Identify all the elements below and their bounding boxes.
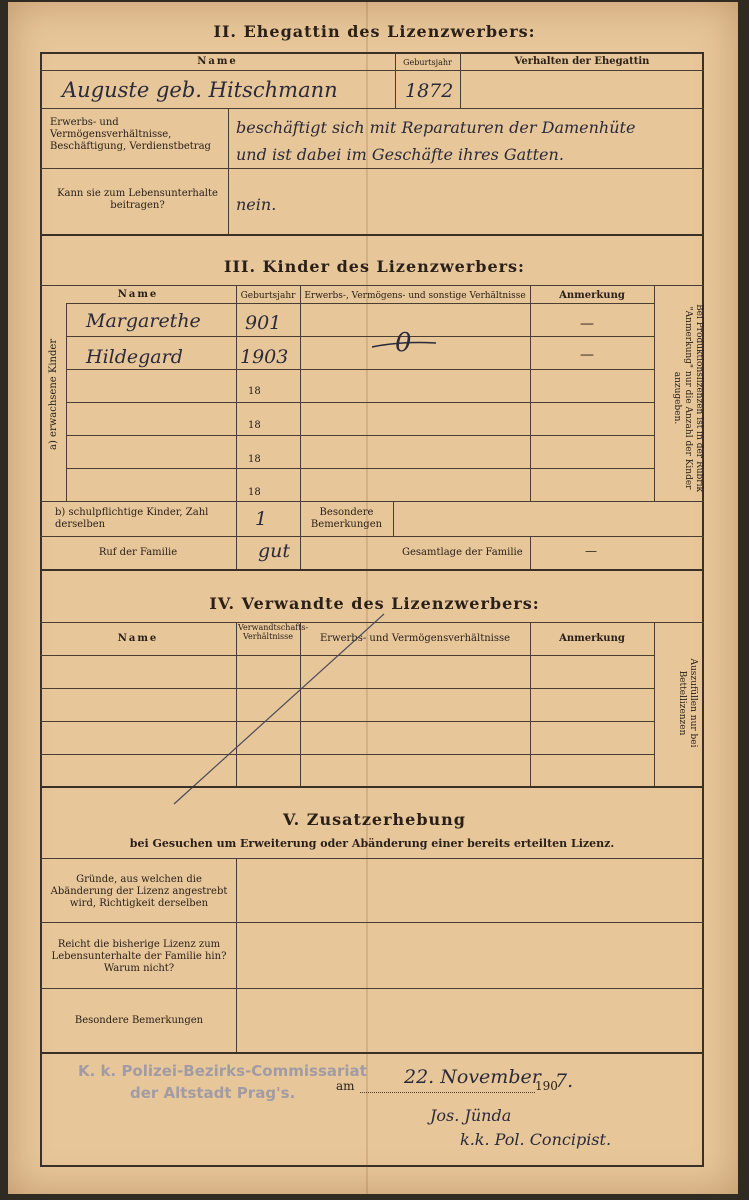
begging-license-note: Auszufüllen nur bei Bettellizenzen [677,658,698,748]
adult-children-side-label: a) erwachsene Kinder [48,338,59,450]
income-value-line1: beschäftigt sich mit Reparaturen der Damenhüte [236,118,636,137]
children-col-name: Name [117,289,159,300]
section2-title: II. Ehegattin des Lizenzwerbers: [213,22,536,41]
overall-situation-label: Gesamtlage der Familie [402,547,523,558]
section4-title: IV. Verwandte des Lizenzwerbers: [209,594,540,613]
child-2-name: Hildegard [86,346,183,368]
date-value: 22. November [404,1066,541,1088]
relatives-col-income: Erwerbs- und Vermögensverhältnisse [319,633,511,644]
relatives-col-name: Name [117,633,159,644]
special-remarks-2-label: Besondere Bemerkungen [74,1015,204,1026]
section5-subtitle: bei Gesuchen um Erweiterung oder Abänderung einer bereits erteilten Lizenz. [129,837,615,850]
wife-birth-year: 1872 [405,80,454,102]
children-col-income: Erwerbs-, Vermögens- und sonstige Verhältnisse [304,291,526,301]
child-2-year: 1903 [240,346,289,368]
child-1-year: 901 [245,312,282,334]
change-reasons-label: Gründe, aus welchen die Abänderung der Lizenz angestrebt wird, Richtigkeit derselben [50,874,228,909]
income-value-line2: und ist dabei im Geschäfte ihres Gatten. [236,145,564,164]
reputation-value: gut [258,540,291,562]
col-name-header: Name [197,56,238,67]
child-2-note: — [580,347,594,363]
overall-situation-value: — [585,544,597,558]
child-4-year: 18 [248,420,261,431]
col-year-header: Geburtsjahr [403,58,452,67]
support-value: nein. [236,195,277,214]
license-sufficient-label: Reicht die bisherige Lizenz zum Lebensunterhalte der Familie hin? Warum nicht? [51,939,227,974]
relatives-strike-line [170,610,390,810]
child-5-year: 18 [248,454,261,465]
year-prefix: 190 [535,1079,558,1093]
section5-title: V. Zusatzerhebung [283,810,466,829]
support-label: Kann sie zum Lebensunterhalte beitragen? [57,188,218,211]
year-suffix: 7. [555,1070,574,1092]
reputation-label: Ruf der Familie [98,547,178,558]
school-children-value: 1 [255,508,268,530]
signature-title: k.k. Pol. Concipist. [460,1130,612,1149]
child-3-year: 18 [248,386,261,397]
wife-name: Auguste geb. Hitschmann [62,78,338,102]
children-income-mark: 0 [395,328,412,358]
child-1-note: — [580,316,594,332]
child-1-name: Margarethe [86,310,201,332]
child-6-year: 18 [248,487,261,498]
am-label: am [336,1079,355,1093]
children-col-year: Geburtsjahr [240,291,296,301]
children-income-strike [370,335,440,355]
section3-title: III. Kinder des Lizenzwerbers: [224,257,525,276]
production-license-note: Bei Produktionslizenzen ist in der Rubrik "Anmerkung" nur die Anzahl der Kinder anzugeben. [672,304,704,492]
special-remarks-label: Besondere Bemerkungen [310,507,383,530]
school-children-label: b) schulpflichtige Kinder, Zahl derselben [55,507,209,530]
police-stamp-line2: der Altstadt Prag's. [130,1084,296,1102]
income-label: Erwerbs- und Vermögensverhältnisse, Beschäftigung, Verdienstbetrag [50,117,211,152]
col-behavior-header: Verhalten der Ehegattin [514,56,650,67]
children-col-note: Anmerkung [559,290,625,301]
relatives-col-note: Anmerkung [559,633,625,644]
police-stamp-line1: K. k. Polizei-Bezirks-Commissariat [78,1062,367,1080]
relatives-col-relation: Verwandtschafts-Verhältnisse [238,623,309,641]
signature-name: Jos. Jünda [430,1106,512,1125]
